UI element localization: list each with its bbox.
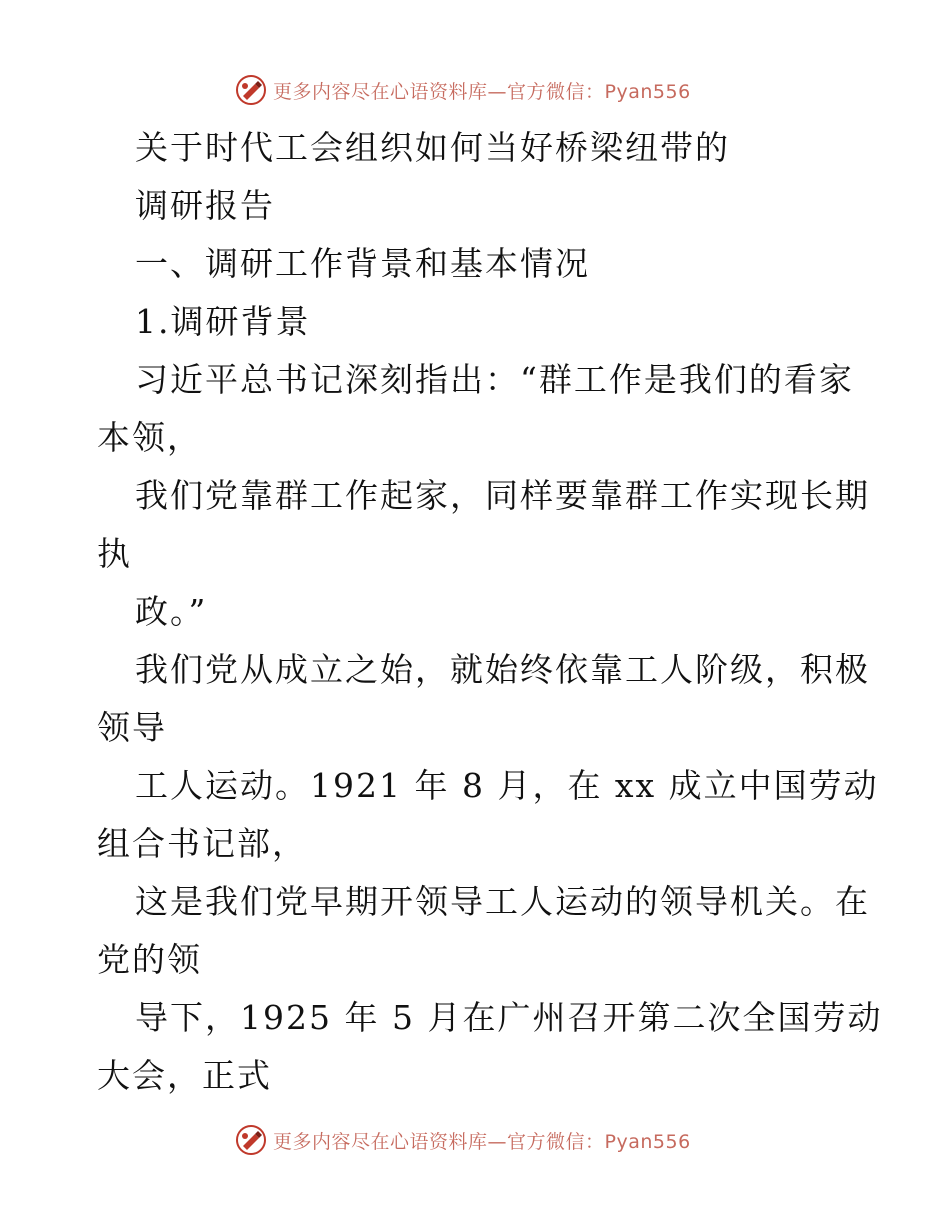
body-line: 我们党从成立之始，就始终依靠工人阶级，积极	[135, 650, 870, 689]
body-line: 执	[97, 534, 132, 573]
body-line: 导下，1925 年 5 月在广州召开第二次全国劳动	[135, 998, 883, 1037]
section-heading: 一、调研工作背景和基本情况	[135, 244, 590, 283]
pen-logo-icon	[235, 1124, 267, 1156]
body-line: 党的领	[97, 940, 202, 979]
pen-logo-icon	[235, 74, 267, 106]
body-line: 领导	[97, 708, 167, 747]
title-line-2: 调研报告	[135, 186, 275, 225]
body-line: 大会，正式	[97, 1056, 272, 1095]
body-line: 习近平总书记深刻指出：“群工作是我们的看家	[135, 360, 854, 399]
footer-watermark	[235, 1122, 691, 1158]
body-line: 我们党靠群工作起家，同样要靠群工作实现长期	[135, 476, 870, 515]
subsection-heading: 1.调研背景	[135, 302, 311, 341]
body-line: 这是我们党早期开领导工人运动的领导机关。在	[135, 882, 870, 921]
body-line: 政。”	[135, 592, 208, 631]
body-line: 工人运动。1921 年 8 月，在 xx 成立中国劳动	[135, 766, 879, 805]
body-line: 组合书记部，	[97, 824, 307, 863]
title-line-1: 关于时代工会组织如何当好桥梁纽带的	[135, 128, 730, 167]
watermark-text: 更多内容尽在心语资料库—官方微信：Pyan556	[273, 80, 691, 103]
body-line: 本领，	[97, 418, 202, 457]
watermark-text: 更多内容尽在心语资料库—官方微信：Pyan556	[273, 1130, 691, 1153]
header-watermark	[235, 72, 691, 108]
